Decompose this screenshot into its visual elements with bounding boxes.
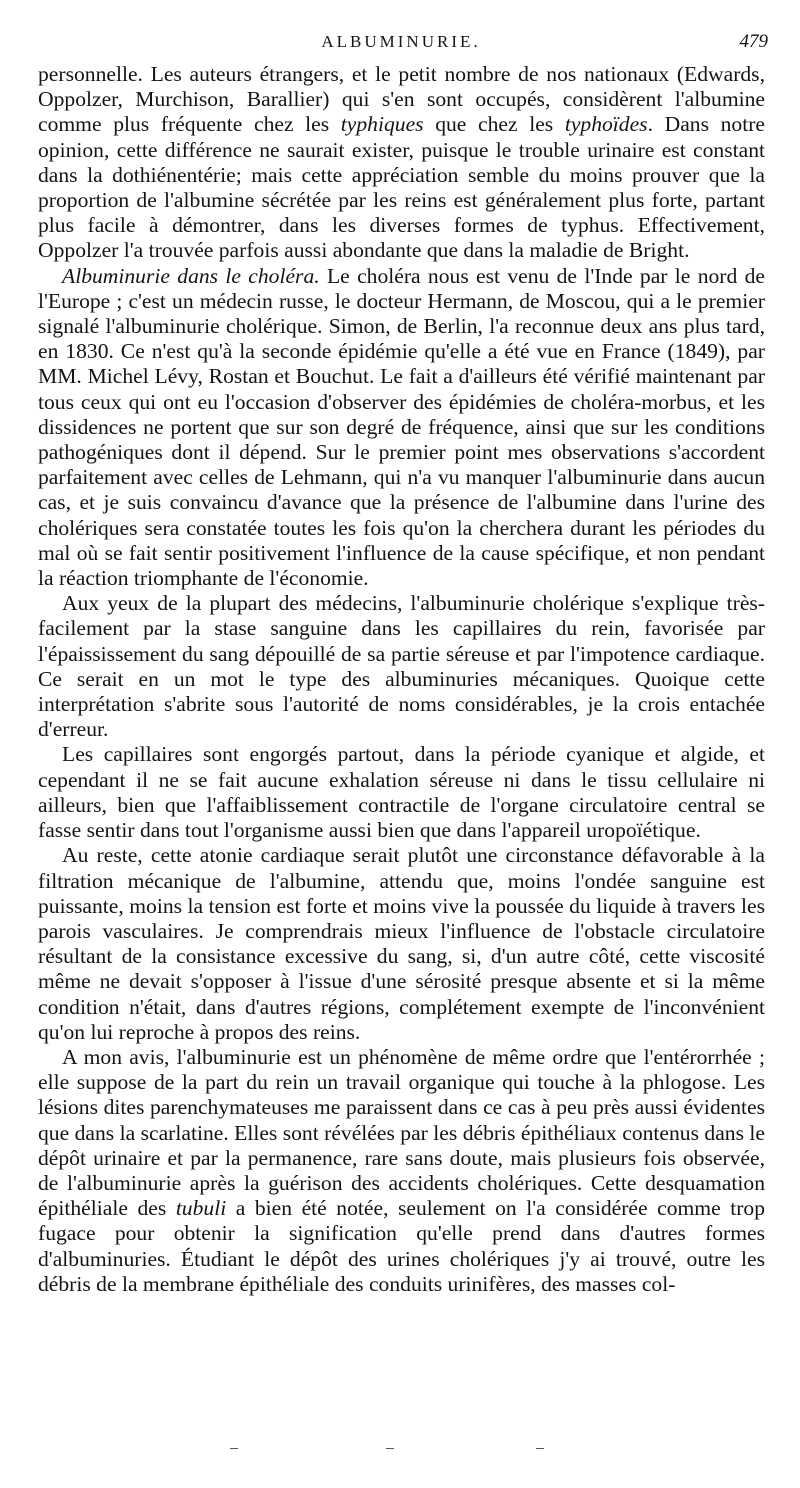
text-run: personnelle. Les auteurs étrangers, et le petit nombre de nos nationaux (Edwards, Oppolzer, Murchison, Barallier) qui s'en sont occupés, considèrent l'albumine comme plus fréquente chez les xyxy=(38,62,765,137)
text-run: . Dans notre opinion, cette différence ne saurait exister, puisque le trouble urinaire est constant dans la dothiénentérie; mais cette appréciation semble du moins prouver que la proportion de l'albumine sécrétée par les reins est généralement plus forte, partant plus facile à démontrer, dans les diverses formes de typhus. Effectivement, Oppolzer l'a trouvée parfois aussi abondante que dans la maladie de Bright. xyxy=(38,112,766,263)
text-run: A mon avis, l'albuminurie est un phénomène de même ordre que l'entérorrhée ; elle suppose de la part du rein un travail organique qui touche à la phlogose. Les lésions dites parenchymateuses me paraissent dans ce cas à peu près aussi évidentes que dans la scarlatine. Elles sont révélées par les débris épithéliaux contenus dans le dépôt urinaire et par la permanence, rare sans doute, mais plusieurs fois observée, de l'albuminurie après la guérison des accidents cholériques. Cette desquamation épithéliale des xyxy=(38,1044,765,1221)
dash-mark xyxy=(230,1448,238,1449)
text-run: Le choléra nous est venu de l'Inde par le nord de l'Europe ; c'est un médecin russe, le docteur Hermann, de Moscou, qui a le premier signalé l'albuminurie cholérique. Simon, de Berlin, l'a reconnue deux ans plus tard, en 1830. Ce n'est qu'à la seconde épidémie qu'elle a été vue en France (1849), par MM. Michel Lévy, Rostan et Bouchut. Le fait a d'ailleurs été vérifié maintenant par tous ceux qui ont eu l'occasion d'observer des épidémies de choléra-morbus, et les dissidences ne portent que sur son degré de fréquence, ainsi que sur les conditions pathogéniques dont il dépend. Sur le premier point mes observations s'accordent parfaitement avec celles de Lehmann, qui n'a vu manquer l'albuminurie dans aucun cas, et je suis convaincu d'avance que la présence de l'albumine dans l'urine des cholériques sera constatée toutes les fois qu'on la cherchera durant les périodes du mal où se fait sentir positivement l'influence de la cause spécifique, et non pendant la réaction triomphante de l'économie. xyxy=(38,263,765,591)
italic-text: typhiques xyxy=(340,112,424,137)
body-text xyxy=(38,62,765,1297)
dash-mark xyxy=(386,1448,394,1449)
text-run: Les capillaires sont engorgés partout, dans la période cyanique et algide, et cependant il ne se fait aucune exhalation séreuse ni dans le tissu cellulaire ni ailleurs, bien que l'affaiblissement contractile de l'organe circulatoire central se fasse sentir dans tout l'organisme aussi bien que dans l'appareil uropoïétique. xyxy=(38,742,765,843)
paragraph xyxy=(38,1045,765,1297)
running-head: ALBUMINURIE. xyxy=(321,32,481,51)
italic-text: tubuli xyxy=(175,1196,227,1221)
paragraph xyxy=(38,843,765,1045)
text-run: a bien été notée, seulement on l'a considérée comme trop fugace pour obtenir la signification qu'elle prend dans d'autres formes d'albuminuries. Étudiant le dépôt des urines cholériques j'y ai trouvé, outre les débris de la membrane épithéliale des conduits urinifères, des masses col- xyxy=(38,1196,766,1296)
text-run: Au reste, cette atonie cardiaque serait plutôt une circonstance défavorable à la filtration mécanique de l'albumine, attendu que, moins l'ondée sanguine est puissante, moins la tension est forte et moins vive la poussée du liquide à travers les parois vasculaires. Je comprendrais mieux l'influence de l'obstacle circulatoire résultant de la consistance excessive du sang, si, d'un autre côté, cette viscosité même ne devait s'opposer à l'issue d'une sérosité presque absente et si la même condition n'était, dans d'autres régions, complétement exempte de l'inconvénient qu'on lui reproche à propos des reins. xyxy=(38,843,765,1044)
italic-text: Albuminurie dans le choléra. xyxy=(62,263,320,288)
paragraph xyxy=(38,264,765,592)
paragraph xyxy=(38,591,765,742)
page-bottom-marks xyxy=(0,1440,800,1460)
italic-text: typhoïdes xyxy=(564,112,648,137)
text-run: Aux yeux de la plupart des médecins, l'albuminurie cholérique s'explique très-facilement par la stase sanguine dans les capillaires du rein, favorisée par l'épaississement du sang dépouillé de sa partie séreuse et par l'impotence cardiaque. Ce serait en un mot le type des albuminuries mécaniques. Quoique cette interprétation s'abrite sous l'autorité de noms considérables, je la crois entachée d'erreur. xyxy=(38,591,765,742)
text-run: que chez les xyxy=(423,112,565,137)
paragraph xyxy=(38,742,765,843)
page-number: 479 xyxy=(739,31,768,52)
paragraph xyxy=(38,62,765,264)
page-header xyxy=(38,24,768,54)
dash-mark xyxy=(536,1448,544,1449)
